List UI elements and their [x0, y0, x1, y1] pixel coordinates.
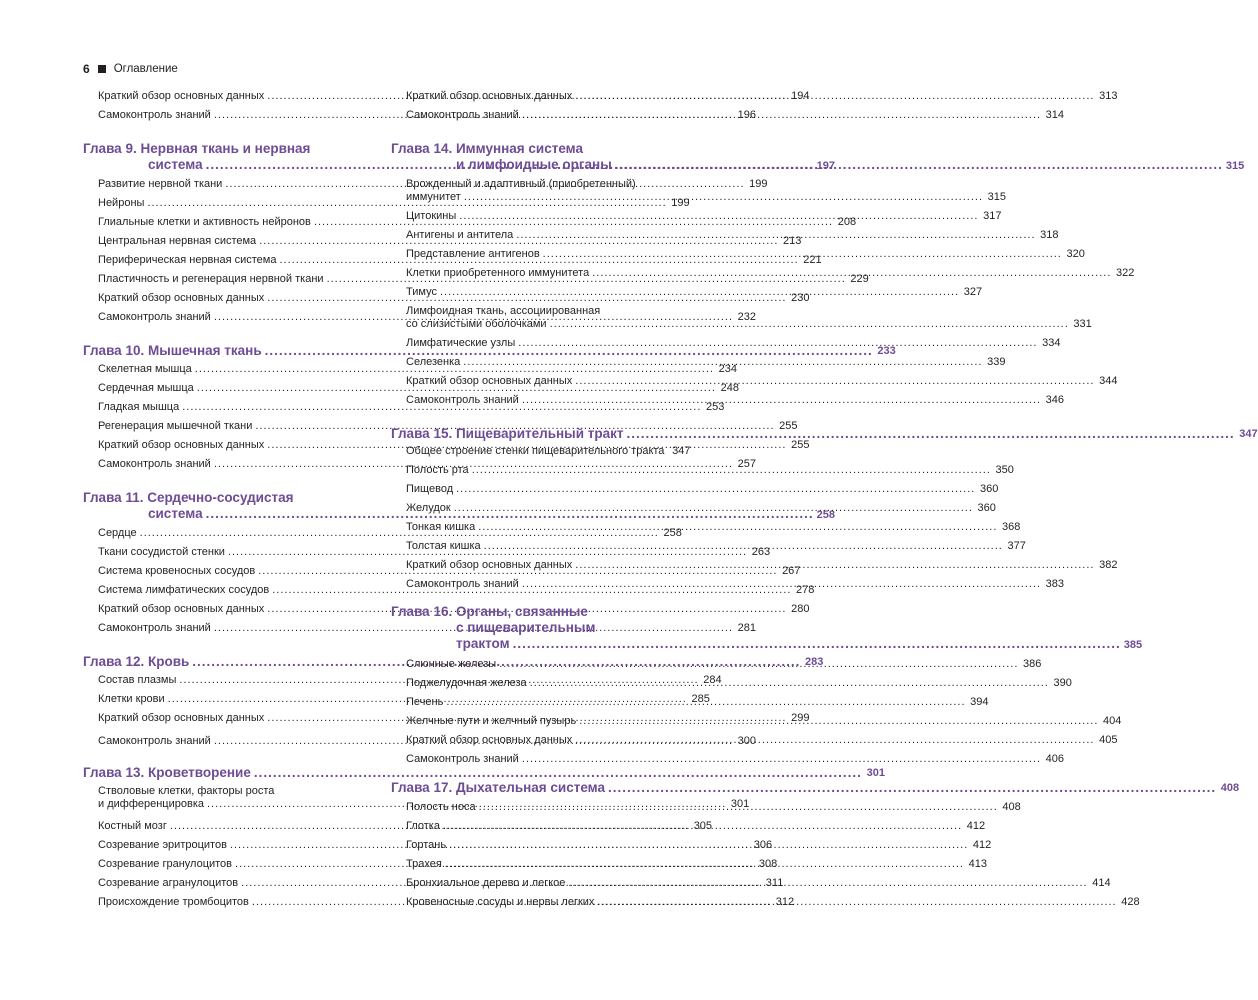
dot-leader: [575, 375, 1094, 388]
dot-leader: [597, 896, 1116, 909]
entry-title-line: Тонкая кишка: [406, 521, 476, 533]
entry-title-line: Скелетная мышца: [98, 363, 192, 375]
page-number: 199: [671, 197, 690, 209]
entry-title-line: Краткий обзор основных данных: [98, 292, 265, 304]
toc-entry[interactable]: [98, 401, 725, 414]
page-number: 414: [1092, 877, 1111, 889]
page-number: 283: [805, 656, 824, 668]
page-number: 213: [783, 235, 802, 247]
page-number: 284: [703, 674, 722, 686]
entry-title-line: Кровеносные сосуды и нервы легких: [406, 896, 595, 908]
entry-title-line: система: [148, 157, 203, 172]
page-number: 382: [1099, 559, 1118, 571]
page-number: 306: [753, 839, 773, 851]
entry-title-line: Бронхиальное дерево и легкое: [406, 877, 566, 889]
entry-title-line: и дифференцировка: [98, 798, 204, 810]
page-number: 308: [758, 858, 778, 870]
entry-title-line: Регенерация мышечной ткани: [98, 420, 253, 432]
dot-leader: [608, 780, 1216, 796]
dot-leader: [575, 734, 1094, 747]
page-number: 327: [963, 286, 983, 298]
entry-title-line: Полость рта: [406, 464, 469, 476]
dot-leader: [550, 318, 1069, 331]
chapter-heading[interactable]: [391, 780, 1240, 796]
page-number: 390: [1053, 677, 1072, 689]
entry-title-line: Краткий обзор основных данных: [406, 559, 573, 571]
page-number: 258: [816, 509, 836, 521]
entry-title-line: Самоконтроль знаний: [98, 109, 211, 121]
entry-title-line: трактом: [456, 636, 510, 651]
toc-entry[interactable]: [406, 753, 1065, 766]
entry-title-line: Глава 15. Пищеварительный тракт: [391, 426, 624, 441]
entry-title-line: Толстая кишка: [406, 540, 481, 552]
entry-title-line: Система лимфатических сосудов: [98, 584, 270, 596]
entry-title-line: Желудок: [406, 502, 451, 514]
entry-title-line: Краткий обзор основных данных: [98, 439, 265, 451]
dot-leader: [449, 839, 968, 852]
toc-entry[interactable]: [406, 521, 1021, 534]
entry-title-line: иммунитет: [406, 191, 461, 203]
toc-entry[interactable]: [406, 483, 999, 496]
entry-title-line: система: [148, 506, 203, 521]
entry-title-line: Глава 9. Нервная ткань и нервная: [83, 141, 311, 156]
entry-title-line: Глава 14. Иммунная система: [391, 141, 583, 156]
entry-title-line: Глава 16. Органы, связанные: [391, 604, 588, 619]
page-number: 413: [968, 858, 987, 870]
dot-leader: [522, 109, 1041, 122]
dot-leader: [456, 483, 975, 496]
entry-title-line: Краткий обзор основных данных: [406, 734, 573, 746]
dot-leader: [518, 337, 1037, 350]
page-number: 331: [1073, 318, 1092, 330]
page-number: 377: [1007, 540, 1026, 552]
entry-title-line: Самоконтроль знаний: [406, 753, 519, 765]
dot-leader: [575, 559, 1094, 572]
page-number: 347: [1239, 428, 1258, 440]
entry-title-line: Глиальные клетки и активность нейронов: [98, 216, 311, 228]
entry-title-line: Созревание агранулоцитов: [98, 877, 239, 889]
page-number: 360: [977, 502, 996, 514]
toc-entry[interactable]: [98, 363, 737, 376]
page-number: 339: [987, 356, 1006, 368]
toc-entry[interactable]: [98, 109, 757, 122]
toc-entry[interactable]: [406, 337, 1061, 350]
page-number: 394: [970, 696, 989, 708]
entry-title-line: Краткий обзор основных данных: [98, 90, 265, 102]
entry-title-line: Глава 10. Мышечная ткань: [83, 343, 262, 358]
dot-leader: [579, 715, 1098, 728]
entry-title-line: Цитокины: [406, 210, 457, 222]
entry-title-line: Гладкая мышца: [98, 401, 180, 413]
entry-title-line: Клетки приобретенного иммунитета: [406, 267, 590, 279]
entry-title-line: Лимфоидная ткань, ассоциированная: [406, 305, 601, 317]
entry-title-line: Сердце: [98, 527, 137, 539]
entry-title-line: Желчные пути и желчный пузырь: [406, 715, 577, 727]
toc-entry[interactable]: [98, 420, 798, 433]
page-number: 281: [737, 622, 757, 634]
dot-leader: [513, 636, 1121, 651]
entry-title-line: со слизистыми оболочками: [406, 318, 547, 330]
entry-title-line: Селезенка: [406, 356, 461, 368]
entry-title-line: Развитие нервной ткани: [98, 178, 223, 190]
page-number: 257: [737, 458, 757, 470]
chapter-heading[interactable]: [83, 765, 885, 781]
entry-title-line: Представление антигенов: [406, 248, 540, 260]
entry-title-line: Поджелудочная железа: [406, 677, 527, 689]
page-number: 229: [850, 273, 869, 285]
page-number: 234: [718, 363, 737, 375]
dot-leader: [499, 658, 1018, 671]
page-number: 404: [1103, 715, 1122, 727]
page-number: 315: [1225, 160, 1245, 172]
entry-title-line: Созревание эритроцитов: [98, 839, 227, 851]
dot-leader: [575, 90, 1094, 103]
page-number: 360: [979, 483, 999, 495]
page-number: 301: [866, 767, 885, 779]
entry-title-line: Периферическая нервная система: [98, 254, 277, 266]
page-number: 280: [791, 603, 810, 615]
page-number: 305: [693, 820, 713, 832]
page-number: 197: [816, 160, 836, 172]
page-number: 386: [1023, 658, 1042, 670]
dot-leader: [463, 356, 982, 369]
entry-title-line: Печень: [406, 696, 444, 708]
page-number: 318: [1040, 229, 1059, 241]
square-bullet-icon: [98, 65, 106, 73]
page-number: 311: [765, 877, 784, 889]
entry-title-line: Клетки крови: [98, 693, 165, 705]
page-number: 208: [837, 216, 857, 228]
page-number: 221: [803, 254, 822, 266]
entry-title-line: Глотка: [406, 820, 440, 832]
header-title: Оглавление: [113, 63, 178, 75]
page-number: 248: [720, 382, 739, 394]
entry-title-line: Самоконтроль знаний: [406, 578, 519, 590]
page-number: 301: [730, 798, 750, 810]
page-number: 253: [706, 401, 725, 413]
entry-title-line: Состав плазмы: [98, 674, 177, 686]
toc-entry[interactable]: [98, 382, 739, 395]
dot-leader: [454, 502, 973, 515]
dot-leader: [522, 753, 1041, 766]
page-number: 334: [1042, 337, 1061, 349]
page-number: 408: [1002, 801, 1021, 813]
entry-title-line: Пищевод: [406, 483, 454, 495]
entry-title-line: Врожденный и адаптивный (приобретенный): [406, 178, 636, 190]
entry-title-line: Стволовые клетки, факторы роста: [98, 785, 275, 797]
dot-leader: [615, 157, 1223, 172]
entry-title-line: Гортань: [406, 839, 447, 851]
dot-leader: [522, 394, 1041, 407]
entry-title-line: Глава 13. Кроветворение: [83, 765, 251, 780]
page-number: 255: [779, 420, 798, 432]
page-number: 428: [1121, 896, 1140, 908]
dot-leader: [443, 820, 962, 833]
entry-title-line: Лимфатические узлы: [406, 337, 516, 349]
entry-title-line: Самоконтроль знаний: [98, 735, 211, 747]
entry-title-line: Самоконтроль знаний: [406, 394, 519, 406]
dot-leader: [446, 696, 965, 709]
dot-leader: [440, 286, 959, 299]
dot-leader: [254, 765, 862, 781]
dot-leader: [592, 267, 1111, 280]
page-number: 408: [1220, 782, 1240, 794]
page-number: 312: [775, 896, 795, 908]
dot-leader: [522, 578, 1041, 591]
entry-title-line: Полость носа: [406, 801, 476, 813]
dot-leader: [445, 858, 964, 871]
entry-title-line: Самоконтроль знаний: [406, 109, 519, 121]
entry-title-line: Краткий обзор основных данных: [406, 375, 573, 387]
entry-title-line: Самоконтроль знаний: [98, 458, 211, 470]
entry-title-line: Глава 12. Кровь: [83, 654, 190, 669]
page-number: 320: [1066, 248, 1085, 260]
dot-leader: [464, 191, 983, 204]
entry-title-line: Сердечная мышца: [98, 382, 194, 394]
page-number: 347: [672, 445, 691, 457]
dot-leader: [568, 877, 1087, 890]
page-number: 313: [1099, 90, 1118, 102]
entry-title-line: Глава 11. Сердечно-сосудистая: [83, 490, 294, 505]
entry-title-line: Ткани сосудистой стенки: [98, 546, 225, 558]
page-number: 267: [782, 565, 801, 577]
entry-title-line: Тимус: [406, 286, 437, 298]
page-number: 322: [1116, 267, 1135, 279]
page-number: 263: [751, 546, 771, 558]
page-number: 230: [791, 292, 810, 304]
page-number: 278: [796, 584, 815, 596]
page-number: 315: [987, 191, 1007, 203]
page-number: 317: [983, 210, 1002, 222]
entry-title-line: Происхождение тромбоцитов: [98, 896, 249, 908]
page-number: 285: [691, 693, 710, 705]
dot-leader: [543, 248, 1062, 261]
page-number: 232: [737, 311, 757, 323]
entry-title-line: Нейроны: [98, 197, 145, 209]
entry-title-line: Самоконтроль знаний: [98, 311, 211, 323]
page-number: 255: [791, 439, 810, 451]
entry-title-line: с пищеварительным: [456, 620, 596, 635]
entry-title-line: Система кровеносных сосудов: [98, 565, 256, 577]
page-number: 300: [737, 735, 757, 747]
dot-leader: [478, 521, 997, 534]
page-number: 199: [749, 178, 768, 190]
entry-title-line: Костный мозг: [98, 820, 167, 832]
entry-title-line: Краткий обзор основных данных: [406, 90, 573, 102]
page-number: 299: [791, 712, 810, 724]
page-number: 196: [737, 109, 757, 121]
page-number: 383: [1045, 578, 1065, 590]
entry-title-line: Глава 17. Дыхательная система: [391, 780, 605, 795]
toc-entry[interactable]: [98, 90, 810, 103]
entry-title-line: Созревание гранулоцитов: [98, 858, 233, 870]
entry-title-line: Трахея: [406, 858, 442, 870]
page-number: 412: [972, 839, 992, 851]
entry-title-line: Слюнные железы: [406, 658, 497, 670]
page-number: 314: [1045, 109, 1065, 121]
entry-title-line: Краткий обзор основных данных: [98, 712, 265, 724]
toc-entry[interactable]: [406, 445, 691, 458]
dot-leader: [530, 677, 1049, 690]
page-number: 406: [1045, 753, 1065, 765]
page-header: [83, 61, 178, 77]
page-number: 194: [791, 90, 810, 102]
entry-title-line: Пластичность и регенерация нервной ткани: [98, 273, 324, 285]
page-number: 350: [995, 464, 1014, 476]
dot-leader: [627, 426, 1235, 442]
page-number: 405: [1099, 734, 1118, 746]
page-number: 412: [966, 820, 986, 832]
dot-leader: [484, 540, 1003, 553]
page-number: 385: [1123, 639, 1143, 651]
page-number: 344: [1099, 375, 1118, 387]
dot-leader: [459, 210, 978, 223]
dot-leader: [516, 229, 1035, 242]
page-number: 368: [1002, 521, 1021, 533]
page-number: 346: [1045, 394, 1065, 406]
page-number: 258: [663, 527, 682, 539]
entry-title-line: Самоконтроль знаний: [98, 622, 211, 634]
entry-title-line: Общее строение стенки пищеварительного тракта: [406, 445, 665, 457]
dot-leader: [479, 801, 998, 814]
entry-title-line: Центральная нервная система: [98, 235, 257, 247]
entry-title-line: Антигены и антитела: [406, 229, 514, 241]
page-number: 233: [877, 345, 896, 357]
dot-leader: [472, 464, 991, 477]
entry-title-line: Краткий обзор основных данных: [98, 603, 265, 615]
page-number: 6: [83, 62, 90, 76]
entry-title-line: и лимфоидные органы: [456, 157, 612, 172]
